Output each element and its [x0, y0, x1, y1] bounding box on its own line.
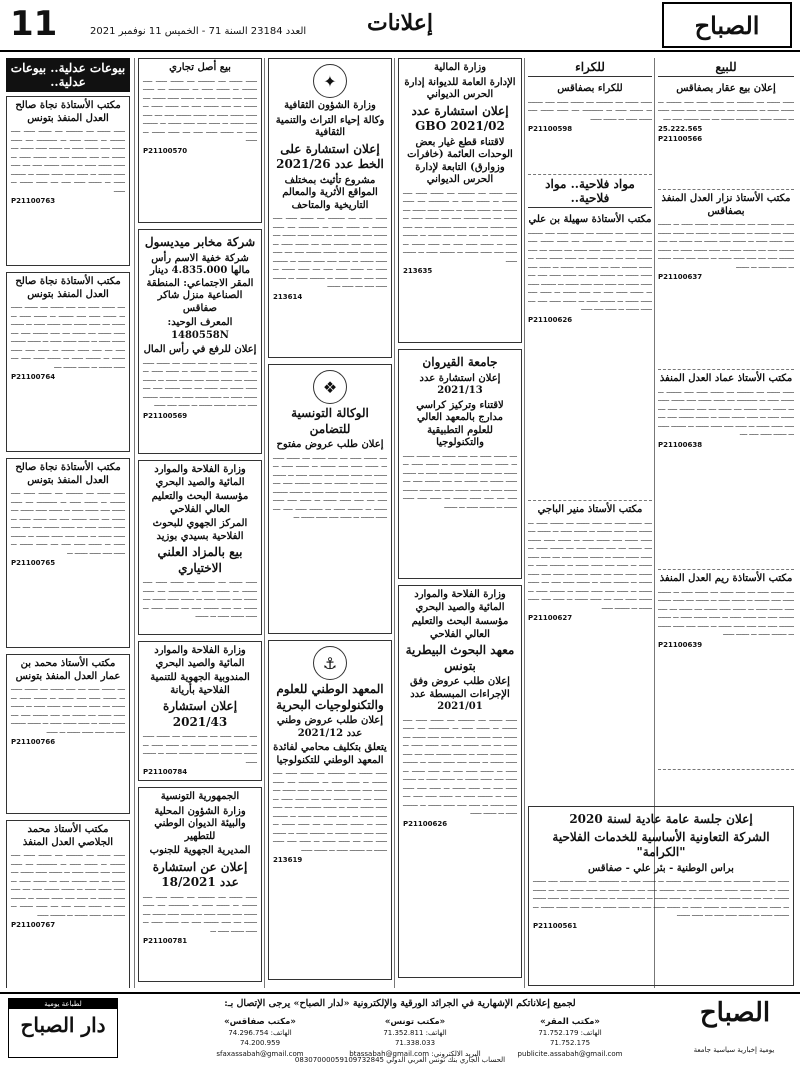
classified-ad: للكراء بصفاقس ــــــ ـــــــ ــــ ـــــــــ ــــ ـــــــ ــــــ ـــــ ــــــــ ـــ ـــــــ ــــــ ـــ ـــــــــــ ــــ ــــــ ـــــــ ـــــ ـــــــ ــــــ ـــ ـــــــ ــــــ P21100598: [528, 80, 652, 175]
office-tunis: «مكتب تونس» الهاتف: 71.352.811 71.338.033 البريد الالكتروني: btassabah@gmail.com: [349, 1017, 481, 1058]
ad-box: وزارة المالية الإدارة العامة للديوانة إدارة الحرس الديواني إعلان استشارة عدد 2021/02 GBO لاقتناء قطع غيار بعض الوحدات العائمة (خافرات وزوارق) التابعة لإدارة الحرس الديواني ــــــ ـــــــ ــــ ـــــــــ ــــ ـــــــ ــــــ ـــــ ــــــــ ـــ ـــــــ ــــــ ـــ ـــــــــــ ــــ ــــــ ـــــــ ـــــ ـــــــ ــــــ ـــ ـــــــ ــــــ ـــــــ ــــ ـــــــ ــــ ـــــ ــــــــ ـــــ ــــ ـــــــ ــــــ ـــ ــــــ ـــــــ ــــــ ـــ ـــــــ ــــــــ ـــــ ــــ ـــــ ــــــ ـــــــ ـــ ــــــ ـــــ ــــــ ـــــــ ـــ ــــــــ ــــــ ـــ ـــــــ ــــــ ـــــ ــــ ــــــ ـــــــ ـــ ــــــ ـــــ ــــــ ـــــــ ـــ ــــــــ ــــــ ـــ ـــــــ ــــــ 213635: [398, 58, 522, 343]
ad-box: وزارة الفلاحة والموارد المائية والصيد البحري مؤسسة البحث والتعليم العالي الفلاحي المركز الجهوي للبحوث الفلاحية بسيدي بوزيد بيع بالمزاد العلني الاختياري ــــــ ـــــــ ــــ ـــــــــ ــــ ـــــــ ــــــ ـــــ ــــــــ ـــ ـــــــ ــــــ ـــ ـــــــــــ ــــ ــــــ ـــــــ ـــــ ـــــــ ــــــ ـــ ـــــــ ــــــ ـــــــ ــــ ـــــــ ــــ ـــــ ــــــــ ـــــ ــــ ـــــــ ــــــ ـــ ــــــ ـــــــ ــــــ ـــ ـــــــ: [138, 460, 262, 635]
ad-box: مكتب الأستاذة نجاة صالح العدل المنفذ بتونس ــــــ ـــــــ ــــ ـــــــــ ــــ ـــــــ ــــــ ـــــ ــــــــ ـــ ـــــــ ــــــ ـــ ـــــــــــ ــــ ــــــ ـــــــ ـــــ ـــــــ ــــــ ـــ ـــــــ ــــــ ـــــــ ــــ ـــــــ ــــ ـــــ ــــــــ ـــــ ــــ ـــــــ ــــــ ـــ ــــــ ـــــــ ــــــ ـــ ـــــــ ــــــــ ـــــ ــــ ـــــ ــــــ ـــــــ ـــ ــــــ ـــــ ــــــ ـــــــ ـــ ــــــــ ــــــ ـــ ـــــــ ــــــ ـــــ ــــ ــــــ ـــــــ ـــ ــــــ ـــــ ــــــ ـــــــ ـــ P21100765: [6, 458, 130, 648]
section-title: إعلانات: [367, 10, 433, 36]
classified-ad: مكتب الأستاذ منير الباجي ــــ ـــــــ ــــــ ــــ ـــــ ـــــــ ــــ ـــــــ ــــــ ـــ ـــــــ ــــــ ـــــ ــــــــ ـــ ـــــــ ــــــ ـــ ـــــــ ــــ ــــــ ـــــــ ـــــ ـــــــ ــــــ ـــ ـــــــ ــــــ ـــــــ ــــ ـــــــ ــــ ـــــ ــــــــ ـــــ ــــ ـــــــ ــــــ ـــ ــــــ ـــــــ ــــــ ـــ ـــــــ ــــــــ ـــــ ــــ ـــــ ــــــ ـــــــ ـــ ــــــ ـــــ ــــــ ـــــــ ـــ ــــــــ ــــــ ـــ ـــــــ ــــــ ـــــ ــــ ــــــ ـــــــ ـــ ــــــ ـــــ ــــــ ـــــــ ـــ ــــــــ ــــــ ـــ ـــــــ ــــــ ـــــ ــــ ــــــ ـــــــ ـــ ــــــ ـــــ ــــــ ـــــــ ـــ ــــــــ ــــــ ـــ ـــــــ ــــــ ـــــ ــــ ــــــ ـــــــ ـــ ــــــ ـــــ ــــــ ـــــــ ـــ ــــــــ ــــــ P21100627: [528, 501, 652, 798]
classified-ad: مكتب الأستاذ نزار العدل المنفذ بصفاقس ــــ ـــــــ ــــــ ــــ ـــــ ـــــــ ــــ ـــــــ ــــــ ـــ ـــــــ ــــــ ـــــ ــــــــ ـــ ـــــــ ــــــ ـــ ـــــــ ــــ ــــــ ـــــــ ـــــ ـــــــ ــــــ ـــ ـــــــ ــــــ ـــــــ ــــ ـــــــ ــــ ـــــ ــــــــ ـــــ ــــ ـــــــ ــــــ ـــ ــــــ ـــــــ ــــــ ـــ ـــــــ ــــــــ ـــــ ــــ ـــــ ــــــ ـــــــ ـــ ــــــ ـــــ ــــــ ـــــــ ـــ ــــــــ ــــــ ـــ ـــــــ P21100637: [658, 190, 794, 370]
ad-box: وزارة الفلاحة والموارد المائية والصيد البحري المندوبية الجهوية للتنمية الفلاحية بأريانة إعلان استشارة 2021/43 ــــ ـــــــ ــــــ ــــ ـــــ ـــــــ ــــ ـــــــ ــــــ ـــ ـــــــ ــــــ ـــــ ــــــــ ـــ ـــــــ ــــــ ـــ ـــــــ ــــ ــــــ ـــــــ ـــــ ـــــــ ــــــ ـــ ـــــــ ــــــ P21100784: [138, 641, 262, 781]
solidarity-agency-icon: ❖: [313, 370, 347, 404]
issue-line: العدد 23184 السنة 71 - الخميس 11 نوفمبر 2021: [90, 26, 307, 37]
category-agricultural: مواد فلاحية.. مواد فلاحية..: [528, 175, 652, 208]
category-sale: للبيع: [658, 58, 794, 77]
ad-box: شركة مخابر ميديسول شركة خفية الاسم رأس مالها 4.835.000 دينار المقر الاجتماعي: المنطقة الصناعية منزل شاكر صفاقس المعرف الوحيد: 1480558N إعلان للرفع في رأس المال ــــ ـــــــ ــــــ ــــ ـــــ ـــــــ ــــ ـــــــ ــــــ ـــ ـــــــ ــــــ ـــــ ــــــــ ـــ ـــــــ ــــــ ـــ ـــــــ ــــ ــــــ ـــــــ ـــــ ـــــــ ــــــ ـــ ـــــــ ــــــ ـــــــ ــــ ـــــــ ــــ ـــــ ــــــــ ـــــ ــــ ـــــــ ــــــ ـــ ــــــ ـــــــ ــــــ ـــ ـــــــ ــــــــ ـــــ ــــ ـــــ ــــــ ـــــــ ـــ ــــــ ـــــ ــــــ P21100569: [138, 229, 262, 454]
newspaper-logo: الصباح: [662, 2, 792, 48]
ad-box: ✦ وزارة الشؤون الثقافية وكالة إحياء التراث والتنمية الثقافية إعلان استشارة على الخط عدد 2021/26 مشروع تأثيث بمختلف المواقع الأثرية والمعالم التاريخية والمتاحف ــــــ ـــــــ ــــ ـــــــــ ــــ ـــــــ ــــــ ـــــ ــــــــ ـــ ـــــــ ــــــ ـــ ـــــــــــ ــــ ــــــ ـــــــ ـــــ ـــــــ ــــــ ـــ ـــــــ ــــــ ـــــــ ــــ ـــــــ ــــ ـــــ ــــــــ ـــــ ــــ ـــــــ ــــــ ـــ ــــــ ـــــــ ــــــ ـــ ـــــــ ــــــــ ـــــ ــــ ـــــ ــــــ ـــــــ ـــ ــــــ ـــــ ــــــ ـــــــ ـــ ــــــــ ــــــ ـــ ـــــــ ــــــ ـــــ ــــ ــــــ ـــــــ ـــ ــــــ ـــــ ــــــ ـــــــ ـــ ــــــــ ــــــ ـــ ـــــــ ــــــ ـــــ ــــ ــــــ ـــــــ 213614: [268, 58, 392, 358]
column-3: [268, 58, 392, 988]
footer-slogan: لجميع إعلاناتكم الإشهارية في الجرائد الورقية والإلكترونية «لدار الصباح» يرجى الإتصال بـ:: [224, 998, 576, 1009]
page-header: [0, 0, 800, 52]
ad-box: الجمهورية التونسية وزارة الشؤون المحلية والبيئة الديوان الوطني للتطهير المديرية الجهوية للجنوب إعلان عن استشارة عدد 18/2021 ــــــ ـــــــ ــــ ـــــــــ ــــ ـــــــ ــــــ ـــــ ــــــــ ـــ ـــــــ ــــــ ـــ ـــــــــــ ــــ ــــــ ـــــــ ـــــ ـــــــ ــــــ ـــ ـــــــ ــــــ ـــــــ ــــ ـــــــ ــــ ـــــ ــــــــ ـــــ ــــ ـــــــ ــــــ ـــ ــــــ ـــــــ ــــــ ـــ P21100781: [138, 787, 262, 982]
ad-box: جامعة القيروان إعلان استشارة عدد 2021/13 لاقتناء وتركيز كراسي مدارج بالمعهد العالي للعلوم التطبيقية والتكنولوجيا ــــ ـــــــ ــــــ ــــ ـــــ ـــــــ ــــ ـــــــ ــــــ ـــ ـــــــ ــــــ ـــــ ــــــــ ـــ ـــــــ ــــــ ـــ ـــــــ ــــ ــــــ ـــــــ ـــــ ـــــــ ــــــ ـــ ـــــــ ــــــ ـــــــ ــــ ـــــــ ــــ ـــــ ــــــــ ـــــ ــــ ـــــــ ــــــ ـــ ــــــ ـــــــ ــــــ ـــ ـــــــ ــــــــ ـــــ ــــ ـــــ ــــــ ـــــــ ـــ ــــــ ـــــ ــــــ ـــــــ ـــ ــــــــ ــــــ ـــ ـــــــ: [398, 349, 522, 579]
column-4: [398, 58, 522, 988]
column-6: [658, 58, 794, 798]
bank-account: الحساب الجاري بنك تونس العربي الدولي 08307000059109732845: [294, 1056, 506, 1064]
dar-assabah-logo: لطباعة يومية دار الصباح: [8, 998, 118, 1058]
judicial-sales-banner: بيوعات عدلية.. بيوعات عدلية..: [6, 58, 130, 92]
page-footer: [0, 992, 800, 1070]
ministry-emblem-icon: ✦: [313, 64, 347, 98]
classified-ad: مكتب الأستاذ عماد العدل المنفذ ــــــ ـــــــ ــــ ـــــــــ ــــ ـــــــ ــــــ ـــــ ــــــــ ـــ ـــــــ ــــــ ـــ ـــــــــــ ــــ ــــــ ـــــــ ـــــ ـــــــ ــــــ ـــ ـــــــ ــــــ ـــــــ ــــ ـــــــ ــــ ـــــ ــــــــ ـــــ ــــ ـــــــ ــــــ ـــ ــــــ ـــــــ ــــــ ـــ ـــــــ ــــــــ ـــــ ــــ ـــــ ــــــ ـــــــ ـــ ــــــ ـــــ ــــــ ـــــــ ـــ ــــــــ ــــــ ـــ ـــــــ ــــــ ـــــ ــــ P21100638: [658, 370, 794, 570]
classified-ad: إعلان بيع عقار بصفاقس ــــــ ـــــــ ــــ ـــــــــ ــــ ـــــــ ــــــ ـــــ ــــــــ ـــ ـــــــ ــــــ ـــ ـــــــــــ ــــ ــــــ ـــــــ ـــــ ـــــــ ــــــ ـــ ـــــــ ــــــ ـــــــ ــــ ـــــــ ــــ ـــــ ــــــــ ـــــ ــــ 25.222.565 P21100566: [658, 80, 794, 190]
ad-box: وزارة الفلاحة والموارد المائية والصيد البحري مؤسسة البحث والتعليم العالي الفلاحي معهد البحوث البيطرية بتونس إعلان طلب عروض وفق الإجراءات المبسطة عدد 2021/01 ــــــ ـــــــ ــــ ـــــــــ ــــ ـــــــ ــــــ ـــــ ــــــــ ـــ ـــــــ ــــــ ـــ ـــــــــــ ــــ ــــــ ـــــــ ـــــ ـــــــ ــــــ ـــ ـــــــ ــــــ ـــــــ ــــ ـــــــ ــــ ـــــ ــــــــ ـــــ ــــ ـــــــ ــــــ ـــ ــــــ ـــــــ ــــــ ـــ ـــــــ ــــــــ ـــــ ــــ ـــــ ــــــ ـــــــ ـــ ــــــ ـــــ ــــــ ـــــــ ـــ ــــــــ ــــــ ـــ ـــــــ ــــــ ـــــ ــــ ــــــ ـــــــ ـــ ــــــ ـــــ ــــــ ـــــــ ـــ ــــــــ ــــــ ـــ ـــــــ ــــــ ـــــ ــــ ــــــ ـــــــ ـــ ــــــ ـــــ ــــــ ـــــــ ـــ ــــــــ ــــــ ـــ ـــــــ ــــــ ـــــ ــــ ــــــ ـــــــ ـــ ــــــ ـــــ ــــــ ـــــــ ـــ ــــــــ ــــــ ـــ ـــــــ ــــــ P21100626: [398, 585, 522, 978]
classified-ad: مكتب الأستاذة سهيلة بن علي ــــــ ـــــــ ــــ ـــــــــ ــــ ـــــــ ــــــ ـــــ ــــــــ ـــ ـــــــ ــــــ ـــ ـــــــــــ ــــ ــــــ ـــــــ ـــــ ـــــــ ــــــ ـــ ـــــــ ــــــ ـــــــ ــــ ـــــــ ــــ ـــــ ــــــــ ـــــ ــــ ـــــــ ــــــ ـــ ــــــ ـــــــ ــــــ ـــ ـــــــ ــــــــ ـــــ ــــ ـــــ ــــــ ـــــــ ـــ ــــــ ـــــ ــــــ ـــــــ ـــ ــــــــ ــــــ ـــ ـــــــ ــــــ ـــــ ــــ ــــــ ـــــــ ـــ ــــــ ـــــ ــــــ ـــــــ ـــ ــــــــ ــــــ ـــ ـــــــ ــــــ ـــــ ــــ ــــــ ـــــــ ـــ ــــــ ـــــ ــــــ ـــــــ ـــ ــــــــ ــــــ ـــ ـــــــ ــــــ ـــــ ــــ ــــــ ـــــــ ـــ ــــــ ـــــ ــــــ P21100626: [528, 211, 652, 501]
column-2: [138, 58, 262, 988]
category-rent: للكراء: [528, 58, 652, 77]
general-assembly-ad: إعلان جلسة عامة عادية لسنة 2020 الشركة التعاونية الأساسية للخدمات الفلاحية "الكرامة" براس الوطنية - بئر علي - صفاقس ــــــ ـــــــ ــــ ـــــــــ ــــ ـــــــ ــــــ ـــــ ــــــــ ـــ ـــــــ ــــــ ـــ ـــــــــــ ــــ ــــــ ـــــــ ـــــ ـــــــ ــــــ ـــ ـــــــ ــــــ ـــــــ ــــ ـــــــ ــــ ـــــ ــــــــ ـــــ ــــ ـــــــ ــــــ ـــ ــــــ ـــــــ ــــــ ـــ ـــــــ ــــــــ ـــــ ــــ ـــــ ــــــ ـــــــ ـــ ــــــ ـــــ ــــــ ـــــــ ـــ ــــــــ ــــــ ـــ ـــــــ ــــــ ـــــ ــــ ــــــ ـــــــ ـــ ــــــ ـــــ ــــــ ـــــــ ـــ ــــــــ ــــــ ـــ ـــــــ ــــــ ـــــ ــــ ــــــ ـــــــ ـــ ــــــ ـــــ ــــــ ـــــــ ـــ ــــــــ ــــــ ـــ ـــــــ ــــــ ـــــ ــــ ــــــ ـــــــ P21100561: [528, 806, 794, 986]
ad-box: مكتب الأستاذة نجاة صالح العدل المنفذ بتونس ــــ ـــــــ ــــــ ــــ ـــــ ـــــــ ــــ ـــــــ ــــــ ـــ ـــــــ ــــــ ـــــ ــــــــ ـــ ـــــــ ــــــ ـــ ـــــــ ــــ ــــــ ـــــــ ـــــ ـــــــ ــــــ ـــ ـــــــ ــــــ ـــــــ ــــ ـــــــ ــــ ـــــ ــــــــ ـــــ ــــ ـــــــ ــــــ ـــ ــــــ ـــــــ ــــــ ـــ ـــــــ ــــــــ ـــــ ــــ ـــــ ــــــ ـــــــ ـــ ــــــ ـــــ ــــــ ـــــــ ـــ ــــــــ ــــــ ـــ ـــــــ ــــــ ـــــ ــــ ــــــ ـــــــ ـــ ــــــ ـــــــ ــــ P21100764: [6, 272, 130, 452]
office-sfax: «مكتب صفاقس» الهاتف: 74.296.754 74.200.959 sfaxassabah@gmail.com: [216, 1017, 304, 1058]
ad-box: مكتب الأستاذ محمد الجلاصي العدل المنفذ ــــــ ـــــــ ــــ ـــــــــ ــــ ـــــــ ــــــ ـــــ ــــــــ ـــ ـــــــ ــــــ ـــ ـــــــــــ ــــ ــــــ ـــــــ ـــــ ـــــــ ــــــ ـــ ـــــــ ــــــ ـــــــ ــــ ـــــــ ــــ ـــــ ــــــــ ـــــ ــــ ـــــــ ــــــ ـــ ــــــ ـــــــ ــــــ ـــ ـــــــ ــــــــ ـــــ ــــ ـــــ ــــــ ـــــــ ـــ ــــــ ـــــ ــــــ ـــــــ ـــ ــــــــ ــــــ ـــ ـــــــ ــــــ ـــــ ــــ ــــــ ـــــــ ـــ ــــــ ـــــ ــــــ ـــــــ ـــ ــــــــ ــــــ P21100767: [6, 820, 130, 988]
ad-box: ⚓ المعهد الوطني للعلوم والتكنولوجيات البحرية إعلان طلب عروض وطني عدد 2021/12 يتعلق بتكليف محامي لفائدة المعهد الوطني للتكنولوجيا ــــــ ـــــــ ــــ ـــــــــ ــــ ـــــــ ــــــ ـــــ ــــــــ ـــ ـــــــ ــــــ ـــ ـــــــــــ ــــ ــــــ ـــــــ ـــــ ـــــــ ــــــ ـــ ـــــــ ــــــ ـــــــ ــــ ـــــــ ــــ ـــــ ــــــــ ـــــ ــــ ـــــــ ــــــ ـــ ــــــ ـــــــ ــــــ ـــ ـــــــ ــــــــ ـــــ ــــ ـــــ ــــــ ـــــــ ـــ ــــــ ـــــ ــــــ ـــــــ ـــ ــــــــ ــــــ ـــ ـــــــ ــــــ ـــــ ــــ ــــــ ـــــــ ـــ ــــــ ـــــ ــــــ ـــــــ ـــ ــــــــ ــــــ ـــ ـــــــ ــــــ ـــــ ــــ ــــــ ـــــــ ـــ ــــــ ـــــ ــــــ ـــــــ ـــ ــــــــ ــــــ ـــ ـــــــ ــــــ 213619: [268, 640, 392, 980]
footer-logo: الصباح: [699, 998, 771, 1028]
ad-box: مكتب الأستاذة نجاة صالح العدل المنفذ بتونس ــــــ ـــــــ ــــ ـــــــــ ــــ ـــــــ ــــــ ـــــ ــــــــ ـــ ـــــــ ــــــ ـــ ـــــــــــ ــــ ــــــ ـــــــ ـــــ ـــــــ ــــــ ـــ ـــــــ ــــــ ـــــــ ــــ ـــــــ ــــ ـــــ ــــــــ ـــــ ــــ ـــــــ ــــــ ـــ ــــــ ـــــــ ــــــ ـــ ـــــــ ــــــــ ـــــ ــــ ـــــ ــــــ ـــــــ ـــ ــــــ ـــــ ــــــ ـــــــ ـــ ــــــــ ــــــ ـــ ـــــــ ــــــ ـــــ ــــ ــــــ ـــــــ ـــ ــــــ P21100763: [6, 96, 130, 266]
office-main: «مكتب المقر» الهاتف: 71.752.179 71.752.175 publicite.assabah@gmail.com: [517, 1017, 623, 1058]
ad-box: مكتب الأستاذ محمد بن عمار العدل المنفذ بتونس ــــ ـــــــ ــــــ ــــ ـــــ ـــــــ ــــ ـــــــ ــــــ ـــ ـــــــ ــــــ ـــــ ــــــــ ـــ ـــــــ ــــــ ـــ ـــــــ ــــ ــــــ ـــــــ ـــــ ـــــــ ــــــ ـــ ـــــــ ــــــ ـــــــ ــــ ـــــــ ــــ ـــــ ــــــــ ـــــ ــــ ـــــــ ــــــ ـــ ــــــ ـــــــ ــــــ ـــ ـــــــ ــــــــ ـــــ ــــ ـــــ ــــــ ـــــــ ـــ ــــــ P21100766: [6, 654, 130, 814]
ad-box: ❖ الوكالة التونسية للتضامن إعلان طلب عروض مفتوح ــــ ـــــــ ــــــ ــــ ـــــ ـــــــ ــــ ـــــــ ــــــ ـــ ـــــــ ــــــ ـــــ ــــــــ ـــ ـــــــ ــــــ ـــ ـــــــ ــــ ــــــ ـــــــ ـــــ ـــــــ ــــــ ـــ ـــــــ ــــــ ـــــــ ــــ ـــــــ ــــ ـــــ ــــــــ ـــــ ــــ ـــــــ ــــــ ـــ ــــــ ـــــــ ــــــ ـــ ـــــــ ــــــــ ـــــ ــــ ـــــ ــــــ ـــــــ ـــ ــــــ ـــــ ــــــ ـــــــ ـــ ــــــــ ــــــ ـــ ـــــــ ــــــ ـــــ ــــ ــــــ ـــــــ ـــ ــــــ ـــــ ــــــ ـــــــ ـــ: [268, 364, 392, 634]
ads-columns: [6, 58, 794, 988]
column-5: [528, 58, 652, 798]
ad-box: بيع أصل تجاري ــــــ ـــــــ ــــ ـــــــــ ــــ ـــــــ ــــــ ـــــ ــــــــ ـــ ـــــــ ــــــ ـــ ـــــــــــ ــــ ــــــ ـــــــ ـــــ ـــــــ ــــــ ـــ ـــــــ ــــــ ـــــــ ــــ ـــــــ ــــ ـــــ ــــــــ ـــــ ــــ ـــــــ ــــــ ـــ ــــــ ـــــــ ــــــ ـــ ـــــــ ــــــــ ـــــ ــــ ـــــ ــــــ ـــــــ ـــ ــــــ ـــــ ــــــ ـــــــ ـــ ــــــــ ــــــ ـــ ـــــــ ــــــ ـــــ ــــ ــــــ ـــــــ ـــ ــــــ P21100570: [138, 58, 262, 223]
footer-tagline: يومية إخبارية سياسية جامعة: [693, 1046, 775, 1054]
page-number: 11: [10, 4, 58, 44]
institute-emblem-icon: ⚓: [313, 646, 347, 680]
column-judicial-sales: [6, 58, 130, 988]
classified-ad: مكتب الأستاذة ريم العدل المنفذ ــــ ـــــــ ــــــ ــــ ـــــ ـــــــ ــــ ـــــــ ــــــ ـــ ـــــــ ــــــ ـــــ ــــــــ ـــ ـــــــ ــــــ ـــ ـــــــ ــــ ــــــ ـــــــ ـــــ ـــــــ ــــــ ـــ ـــــــ ــــــ ـــــــ ــــ ـــــــ ــــ ـــــ ــــــــ ـــــ ــــ ـــــــ ــــــ ـــ ــــــ ـــــــ ــــــ ـــ ـــــــ ــــــــ ـــــ ــــ ـــــ ــــــ ـــــــ ـــ ــــــ ـــــ ــــــ ـــــــ ـــ ــــــــ ــــــ ـــ ـــــــ ــــــ P21100639: [658, 570, 794, 770]
